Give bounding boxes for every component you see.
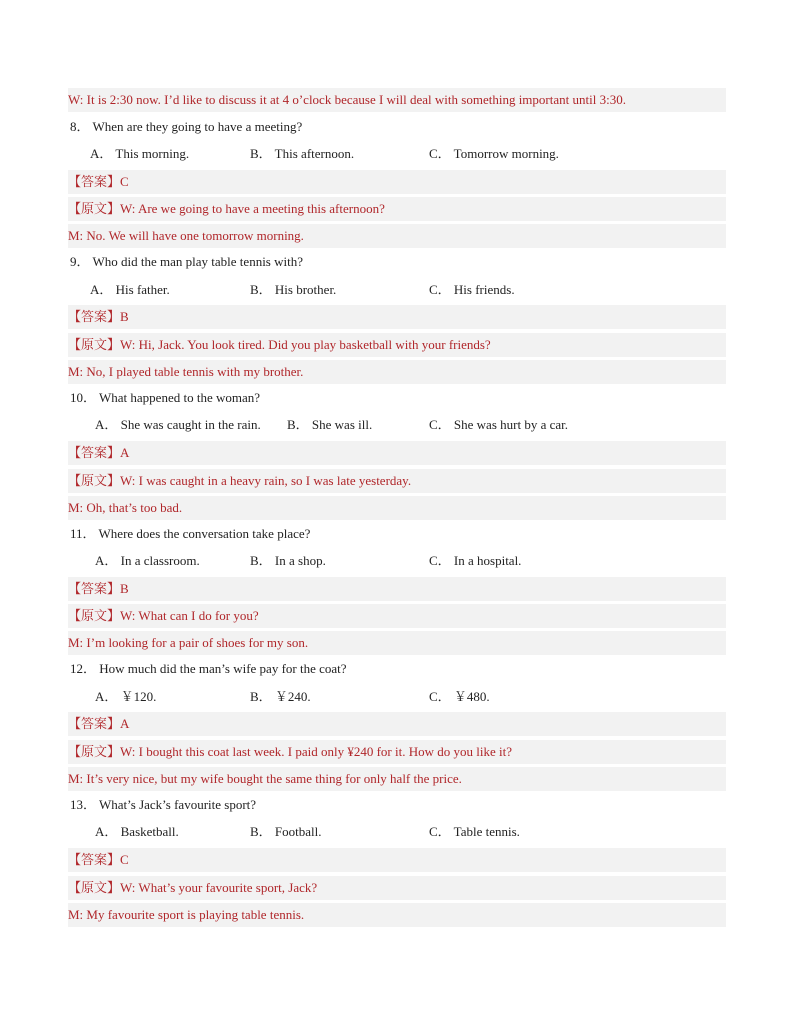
transcript-11-w xyxy=(68,604,726,628)
answer-11 xyxy=(68,577,726,601)
question-8: 8． When are they going to have a meeting? xyxy=(70,119,303,134)
option-13-b: B． Football. xyxy=(250,824,322,839)
question-13: 13． What’s Jack’s favourite sport? xyxy=(70,797,257,812)
transcript-text: W: What’s your favourite sport, Jack? xyxy=(120,880,318,895)
answer-tag: 【答案】 xyxy=(68,445,121,460)
option-8-c: C． Tomorrow morning. xyxy=(429,146,559,161)
answer-tag: 【答案】 xyxy=(68,716,121,731)
option-10-c: C． She was hurt by a car. xyxy=(429,417,569,432)
transcript-text: W: Hi, Jack. You look tired. Did you play basketball with your friends? xyxy=(120,337,491,352)
transcript-tag: 【原文】 xyxy=(68,744,121,759)
option-8-b: B． This afternoon. xyxy=(250,146,355,161)
option-11-c: C． In a hospital. xyxy=(429,553,522,568)
question-11: 11． Where does the conversation take place? xyxy=(70,526,311,541)
answer-9 xyxy=(68,305,726,329)
question-12: 12． How much did the man’s wife pay for the coat? xyxy=(70,661,347,676)
option-9-c: C． His friends. xyxy=(429,282,515,297)
transcript-12-w xyxy=(68,740,726,764)
option-13-c: C． Table tennis. xyxy=(429,824,520,839)
transcript-tag: 【原文】 xyxy=(68,608,121,623)
option-10-b: B． She was ill. xyxy=(287,417,373,432)
answer-value: B xyxy=(120,581,129,596)
transcript-tag: 【原文】 xyxy=(68,201,121,216)
answer-12 xyxy=(68,712,726,736)
transcript-10-w xyxy=(68,469,726,493)
transcript-tag: 【原文】 xyxy=(68,337,121,352)
transcript-8-m: M: No. We will have one tomorrow morning. xyxy=(68,224,726,248)
option-11-a: A． In a classroom. xyxy=(95,553,200,568)
transcript-text: W: I bought this coat last week. I paid only ¥240 for it. How do you like it? xyxy=(120,744,512,759)
transcript-8-w xyxy=(68,197,726,221)
answer-13 xyxy=(68,848,726,872)
answer-tag: 【答案】 xyxy=(68,309,121,324)
transcript-9-m: M: No, I played table tennis with my brother. xyxy=(68,360,726,384)
transcript-tag: 【原文】 xyxy=(68,473,121,488)
transcript-text: W: I was caught in a heavy rain, so I was late yesterday. xyxy=(120,473,412,488)
transcript-10-m: M: Oh, that’s too bad. xyxy=(68,496,726,520)
transcript-text: W: What can I do for you? xyxy=(120,608,259,623)
transcript-12-m: M: It’s very nice, but my wife bought the same thing for only half the price. xyxy=(68,767,726,791)
question-9: 9． Who did the man play table tennis with? xyxy=(70,254,303,269)
transcript-line-top: W: It is 2:30 now. I’d like to discuss it at 4 o’clock because I will deal with something important until 3:30. xyxy=(68,88,726,112)
option-9-a: A． His father. xyxy=(90,282,170,297)
answer-tag: 【答案】 xyxy=(68,174,121,189)
option-9-b: B． His brother. xyxy=(250,282,337,297)
option-12-a: A． ￥120. xyxy=(95,689,157,704)
option-13-a: A． Basketball. xyxy=(95,824,179,839)
option-12-c: C． ￥480. xyxy=(429,689,490,704)
transcript-13-m: M: My favourite sport is playing table tennis. xyxy=(68,903,726,927)
answer-value: B xyxy=(120,309,129,324)
answer-value: A xyxy=(120,716,130,731)
option-8-a: A． This morning. xyxy=(90,146,190,161)
question-10: 10． What happened to the woman? xyxy=(70,390,261,405)
answer-10 xyxy=(68,441,726,465)
option-12-b: B． ￥240. xyxy=(250,689,311,704)
answer-tag: 【答案】 xyxy=(68,852,121,867)
answer-value: A xyxy=(120,445,130,460)
option-10-a: A． She was caught in the rain. xyxy=(95,417,261,432)
transcript-text: W: Are we going to have a meeting this afternoon? xyxy=(120,201,385,216)
transcript-11-m: M: I’m looking for a pair of shoes for my son. xyxy=(68,631,726,655)
answer-value: C xyxy=(120,174,129,189)
answer-value: C xyxy=(120,852,129,867)
answer-8 xyxy=(68,170,726,194)
option-11-b: B． In a shop. xyxy=(250,553,326,568)
answer-tag: 【答案】 xyxy=(68,581,121,596)
transcript-9-w xyxy=(68,333,726,357)
transcript-tag: 【原文】 xyxy=(68,880,121,895)
transcript-13-w xyxy=(68,876,726,900)
